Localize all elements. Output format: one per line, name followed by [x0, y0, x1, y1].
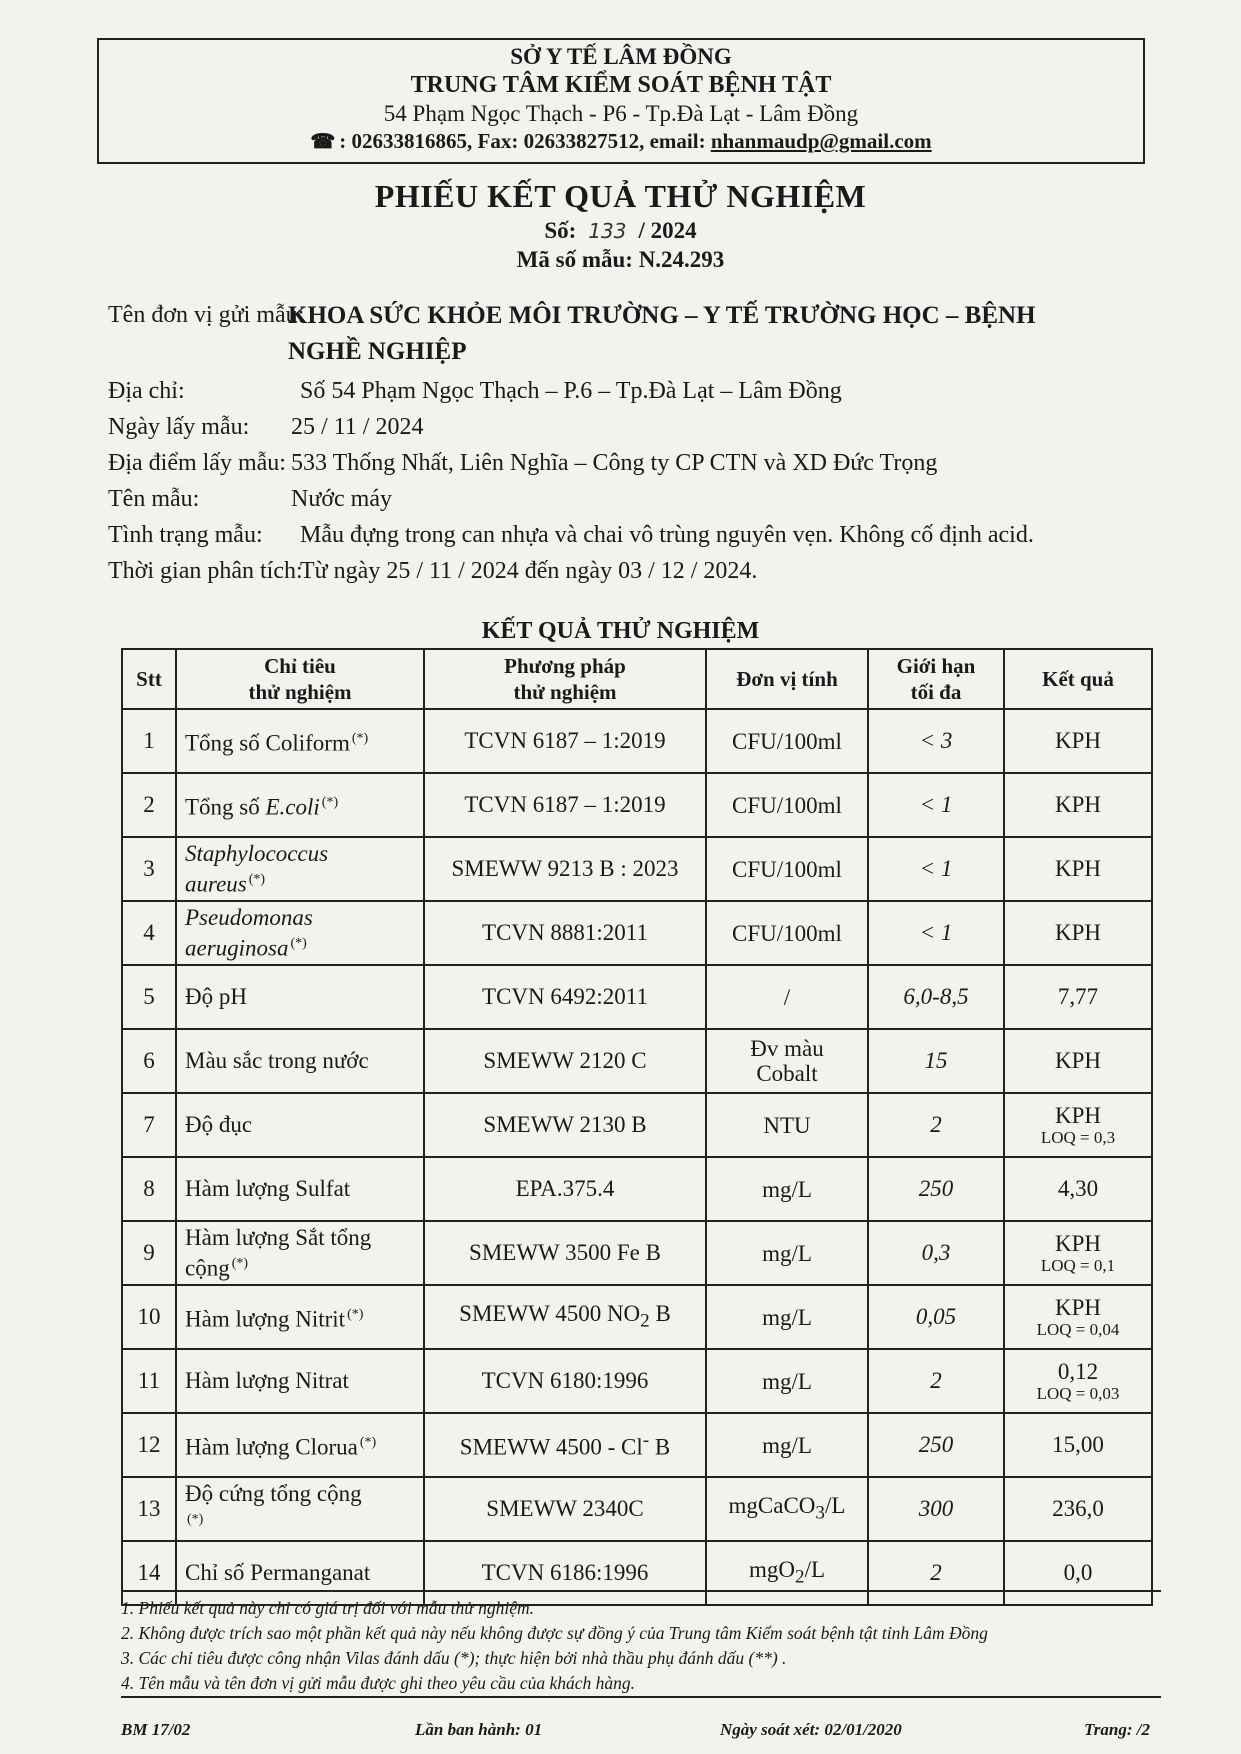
row-name: Độ đục — [176, 1093, 424, 1157]
row-result — [1004, 1221, 1152, 1285]
row-unit: CFU/100ml — [706, 709, 868, 773]
row-unit-sub: 2 — [794, 1566, 805, 1588]
row-name — [176, 901, 424, 965]
number-suffix: / 2024 — [638, 218, 697, 243]
info-date-row — [108, 414, 1168, 450]
row-limit: < 3 — [868, 709, 1004, 773]
row-method: TCVN 8881:2011 — [424, 901, 706, 965]
table-row — [122, 901, 1152, 965]
row-result: 0,0 — [1004, 1541, 1152, 1605]
row-method: EPA.375.4 — [424, 1157, 706, 1221]
table-row — [122, 1029, 1152, 1093]
row-method-sub: 2 — [640, 1310, 650, 1332]
row-result: KPH — [1004, 1029, 1152, 1093]
issue-number: Lần ban hành: 01 — [415, 1720, 543, 1739]
row-name-text: Hàm lượng Clorua — [185, 1434, 358, 1460]
row-result — [1004, 1349, 1152, 1413]
row-method: SMEWW 2130 B — [424, 1093, 706, 1157]
footer-notes — [121, 1590, 1161, 1698]
row-unit — [706, 1029, 868, 1093]
row-method-post: B — [649, 1434, 671, 1460]
time-value: Từ ngày 25 / 11 / 2024 đến ngày 03 / 12 / 2024. — [300, 558, 758, 584]
row-limit: 2 — [868, 1349, 1004, 1413]
row-stt: 7 — [122, 1093, 176, 1157]
header-box — [97, 38, 1145, 164]
row-stt: 8 — [122, 1157, 176, 1221]
phone-icon: ☎ — [310, 131, 336, 153]
header-method — [424, 649, 706, 709]
table-row — [122, 1477, 1152, 1541]
info-sample-row — [108, 486, 1168, 522]
row-stt: 1 — [122, 709, 176, 773]
sample-label: Tên mẫu: — [108, 486, 200, 512]
row-stt: 12 — [122, 1413, 176, 1477]
note-1: 1. Phiếu kết quả này chỉ có giá trị đối với mẫu thử nghiệm. — [121, 1598, 535, 1618]
row-loq: LOQ = 0,04 — [1036, 1320, 1120, 1339]
page-number: Trang: /2 — [1084, 1720, 1150, 1739]
row-stt: 13 — [122, 1477, 176, 1541]
row-unit: mg/L — [706, 1413, 868, 1477]
row-mark: (*) — [347, 1306, 364, 1322]
row-name-1: Độ cứng tổng cộng — [185, 1480, 362, 1506]
row-name — [176, 1285, 424, 1349]
place-label: Địa điểm lấy mẫu: — [108, 450, 286, 476]
row-stt: 10 — [122, 1285, 176, 1349]
row-limit: 6,0-8,5 — [868, 965, 1004, 1029]
header-contact — [99, 129, 1143, 154]
email-link[interactable]: nhanmaudp@gmail.com — [710, 129, 932, 153]
row-unit: CFU/100ml — [706, 901, 868, 965]
results-title: KẾT QUẢ THỬ NGHIỆM — [481, 618, 760, 644]
row-name-text: Tổng số Coliform — [185, 730, 350, 756]
number-handwritten: 133 — [588, 219, 627, 243]
results-table — [121, 648, 1153, 1606]
row-mark: (*) — [290, 935, 307, 951]
row-limit: 300 — [868, 1477, 1004, 1541]
address-value: Số 54 Phạm Ngọc Thạch – P.6 – Tp.Đà Lạt – Lâm Đồng — [300, 378, 842, 404]
row-limit: 250 — [868, 1157, 1004, 1221]
sample-value: Nước máy — [291, 486, 393, 512]
review-date: Ngày soát xét: 02/01/2020 — [720, 1720, 902, 1739]
row-result: KPH — [1004, 837, 1152, 901]
row-method: SMEWW 3500 Fe B — [424, 1221, 706, 1285]
row-unit-text: mgCaCO — [728, 1492, 816, 1518]
row-name — [176, 1477, 424, 1541]
row-unit — [706, 1477, 868, 1541]
row-loq: LOQ = 0,3 — [1040, 1128, 1116, 1147]
condition-value: Mẫu đựng trong can nhựa và chai vô trùng nguyên vẹn. Không cố định acid. — [300, 522, 1034, 548]
row-unit-post: /L — [825, 1492, 846, 1518]
row-stt: 11 — [122, 1349, 176, 1413]
row-limit: 250 — [868, 1413, 1004, 1477]
row-name: Màu sắc trong nước — [176, 1029, 424, 1093]
row-method: SMEWW 2120 C — [424, 1029, 706, 1093]
row-name-italic-1: Pseudomonas — [185, 904, 313, 930]
row-mark: (*) — [351, 730, 369, 746]
row-result: 4,30 — [1004, 1157, 1152, 1221]
note-4: 4. Tên mẫu và tên đơn vị gửi mẫu được ghi theo yêu cầu của khách hàng. — [121, 1671, 1161, 1698]
table-row — [122, 1349, 1152, 1413]
row-name-2: cộng — [185, 1255, 230, 1281]
row-limit: 0,05 — [868, 1285, 1004, 1349]
header-limit-2: tối đa — [910, 680, 962, 704]
table-row — [122, 1157, 1152, 1221]
table-row — [122, 1285, 1152, 1349]
unit-value-2: NGHỀ NGHIỆP — [288, 338, 467, 365]
header-address: 54 Phạm Ngọc Thạch - P6 - Tp.Đà Lạt - Lâm Đồng — [383, 101, 859, 126]
row-method: TCVN 6187 – 1:2019 — [424, 709, 706, 773]
row-method — [424, 1413, 706, 1477]
header-limit — [868, 649, 1004, 709]
row-name: Hàm lượng Sulfat — [176, 1157, 424, 1221]
row-mark: (*) — [359, 1434, 377, 1450]
row-name-italic-1: Staphylococcus — [185, 840, 329, 866]
row-loq: LOQ = 0,1 — [1040, 1256, 1116, 1275]
row-stt: 9 — [122, 1221, 176, 1285]
row-unit: NTU — [706, 1093, 868, 1157]
row-result — [1004, 1285, 1152, 1349]
header-unit: Đơn vị tính — [706, 649, 868, 709]
row-stt: 14 — [122, 1541, 176, 1605]
row-mark: (*) — [321, 794, 339, 810]
info-place-row — [108, 450, 1168, 486]
row-name — [176, 1413, 424, 1477]
row-method-text: SMEWW 4500 NO — [459, 1301, 641, 1327]
row-name-1: Hàm lượng Sắt tổng — [185, 1224, 372, 1250]
row-name-italic: E.coli — [265, 794, 320, 820]
place-value: 533 Thống Nhất, Liên Nghĩa – Công ty CP CTN và XD Đức Trọng — [291, 450, 938, 476]
row-method: TCVN 6187 – 1:2019 — [424, 773, 706, 837]
row-method — [424, 1285, 706, 1349]
table-row — [122, 965, 1152, 1029]
header-parameter-2: thử nghiệm — [248, 680, 352, 704]
info-time-row — [108, 558, 1168, 594]
header-limit-1: Giới hạn — [896, 654, 976, 678]
row-unit-text: mgO — [748, 1556, 795, 1582]
row-result — [1004, 1093, 1152, 1157]
row-method: TCVN 6180:1996 — [424, 1349, 706, 1413]
row-method: TCVN 6186:1996 — [424, 1541, 706, 1605]
row-stt: 6 — [122, 1029, 176, 1093]
row-unit: mg/L — [706, 1157, 868, 1221]
row-stt: 5 — [122, 965, 176, 1029]
row-unit: CFU/100ml — [706, 837, 868, 901]
row-name-italic-2: aeruginosa — [185, 935, 289, 961]
row-limit: < 1 — [868, 837, 1004, 901]
row-unit-sub: 3 — [815, 1502, 825, 1524]
row-name — [176, 709, 424, 773]
sample-info — [108, 302, 1168, 594]
row-stt: 2 — [122, 773, 176, 837]
address-label: Địa chỉ: — [108, 378, 185, 404]
row-result: 15,00 — [1004, 1413, 1152, 1477]
row-name — [176, 773, 424, 837]
condition-label: Tình trạng mẫu: — [108, 522, 263, 548]
header-method-2: thử nghiệm — [513, 680, 617, 704]
row-limit: 15 — [868, 1029, 1004, 1093]
row-name-italic-2: aureus — [185, 871, 247, 897]
row-unit: mg/L — [706, 1285, 868, 1349]
row-mark: (*) — [187, 1511, 204, 1527]
table-row — [122, 709, 1152, 773]
row-name: Độ pH — [176, 965, 424, 1029]
info-condition-row — [108, 522, 1168, 558]
row-name: Hàm lượng Nitrat — [176, 1349, 424, 1413]
row-mark: (*) — [248, 871, 266, 887]
row-result: 236,0 — [1004, 1477, 1152, 1541]
table-row — [122, 1221, 1152, 1285]
note-3: 3. Các chỉ tiêu được công nhận Vilas đánh dấu (*); thực hiện bởi nhà thầu phụ đánh dấu (**) . — [121, 1648, 787, 1668]
table-row — [122, 1093, 1152, 1157]
row-name-text: Hàm lượng Nitrit — [185, 1306, 346, 1332]
row-limit: 2 — [868, 1093, 1004, 1157]
row-unit-1: Đv màu — [750, 1036, 824, 1061]
row-unit: CFU/100ml — [706, 773, 868, 837]
row-limit: 2 — [868, 1541, 1004, 1605]
row-method-sup: - — [642, 1429, 650, 1451]
number-label: Số: — [544, 218, 577, 243]
row-name — [176, 1221, 424, 1285]
row-result: KPH — [1004, 901, 1152, 965]
note-2: 2. Không được trích sao một phần kết quả này nếu không được sự đồng ý của Trung tâm Kiểm soát bệnh tật tỉnh Lâm Đồng — [121, 1623, 988, 1643]
row-method: SMEWW 9213 B : 2023 — [424, 837, 706, 901]
header-method-1: Phương pháp — [504, 654, 626, 678]
info-unit-row — [108, 302, 1168, 338]
table-row — [122, 773, 1152, 837]
row-method: TCVN 6492:2011 — [424, 965, 706, 1029]
table-header-row — [122, 649, 1152, 709]
form-code: BM 17/02 — [121, 1720, 191, 1739]
row-method-post: B — [649, 1301, 671, 1327]
row-result-text: KPH — [1054, 1295, 1101, 1320]
row-name-text: Tổng số — [185, 794, 266, 820]
row-limit: < 1 — [868, 901, 1004, 965]
row-result-text: KPH — [1054, 1231, 1101, 1256]
sample-code: Mã số mẫu: N.24.293 — [516, 247, 725, 272]
document-number — [0, 218, 1241, 244]
row-unit: mg/L — [706, 1221, 868, 1285]
row-result: KPH — [1004, 709, 1152, 773]
table-row — [122, 837, 1152, 901]
row-limit: 0,3 — [868, 1221, 1004, 1285]
row-limit: < 1 — [868, 773, 1004, 837]
row-unit: / — [706, 965, 868, 1029]
row-stt: 3 — [122, 837, 176, 901]
header-result: Kết quả — [1004, 649, 1152, 709]
unit-label: Tên đơn vị gửi mẫu: — [108, 302, 305, 328]
table-row — [122, 1413, 1152, 1477]
contact-text: : 02633816865, Fax: 02633827512, email: — [339, 129, 711, 153]
date-label: Ngày lấy mẫu: — [108, 414, 250, 440]
row-name: Chỉ số Permanganat — [176, 1541, 424, 1605]
row-result-text: 0,12 — [1057, 1359, 1099, 1384]
time-label: Thời gian phân tích: — [108, 558, 303, 584]
document-title: PHIẾU KẾT QUẢ THỬ NGHIỆM — [374, 178, 867, 214]
row-stt: 4 — [122, 901, 176, 965]
info-unit-row-2 — [108, 338, 1168, 378]
header-parameter — [176, 649, 424, 709]
row-result: KPH — [1004, 773, 1152, 837]
row-method: SMEWW 2340C — [424, 1477, 706, 1541]
header-department: SỞ Y TẾ LÂM ĐỒNG — [510, 44, 732, 69]
row-result: 7,77 — [1004, 965, 1152, 1029]
row-unit-post: /L — [804, 1556, 826, 1582]
row-result-text: KPH — [1054, 1103, 1101, 1128]
info-address-row — [108, 378, 1168, 414]
header-center: TRUNG TÂM KIỂM SOÁT BỆNH TẬT — [410, 72, 832, 98]
row-loq: LOQ = 0,03 — [1036, 1384, 1120, 1403]
row-mark: (*) — [231, 1255, 249, 1271]
row-unit: mg/L — [706, 1349, 868, 1413]
date-value: 25 / 11 / 2024 — [291, 414, 424, 440]
row-unit-2: Cobalt — [756, 1061, 818, 1086]
row-method-text: SMEWW 4500 - Cl — [459, 1434, 643, 1460]
row-name — [176, 837, 424, 901]
unit-value: KHOA SỨC KHỎE MÔI TRƯỜNG – Y TẾ TRƯỜNG HỌC – BỆNH — [288, 302, 1036, 329]
header-stt: Stt — [122, 649, 176, 709]
header-parameter-1: Chỉ tiêu — [264, 654, 336, 678]
